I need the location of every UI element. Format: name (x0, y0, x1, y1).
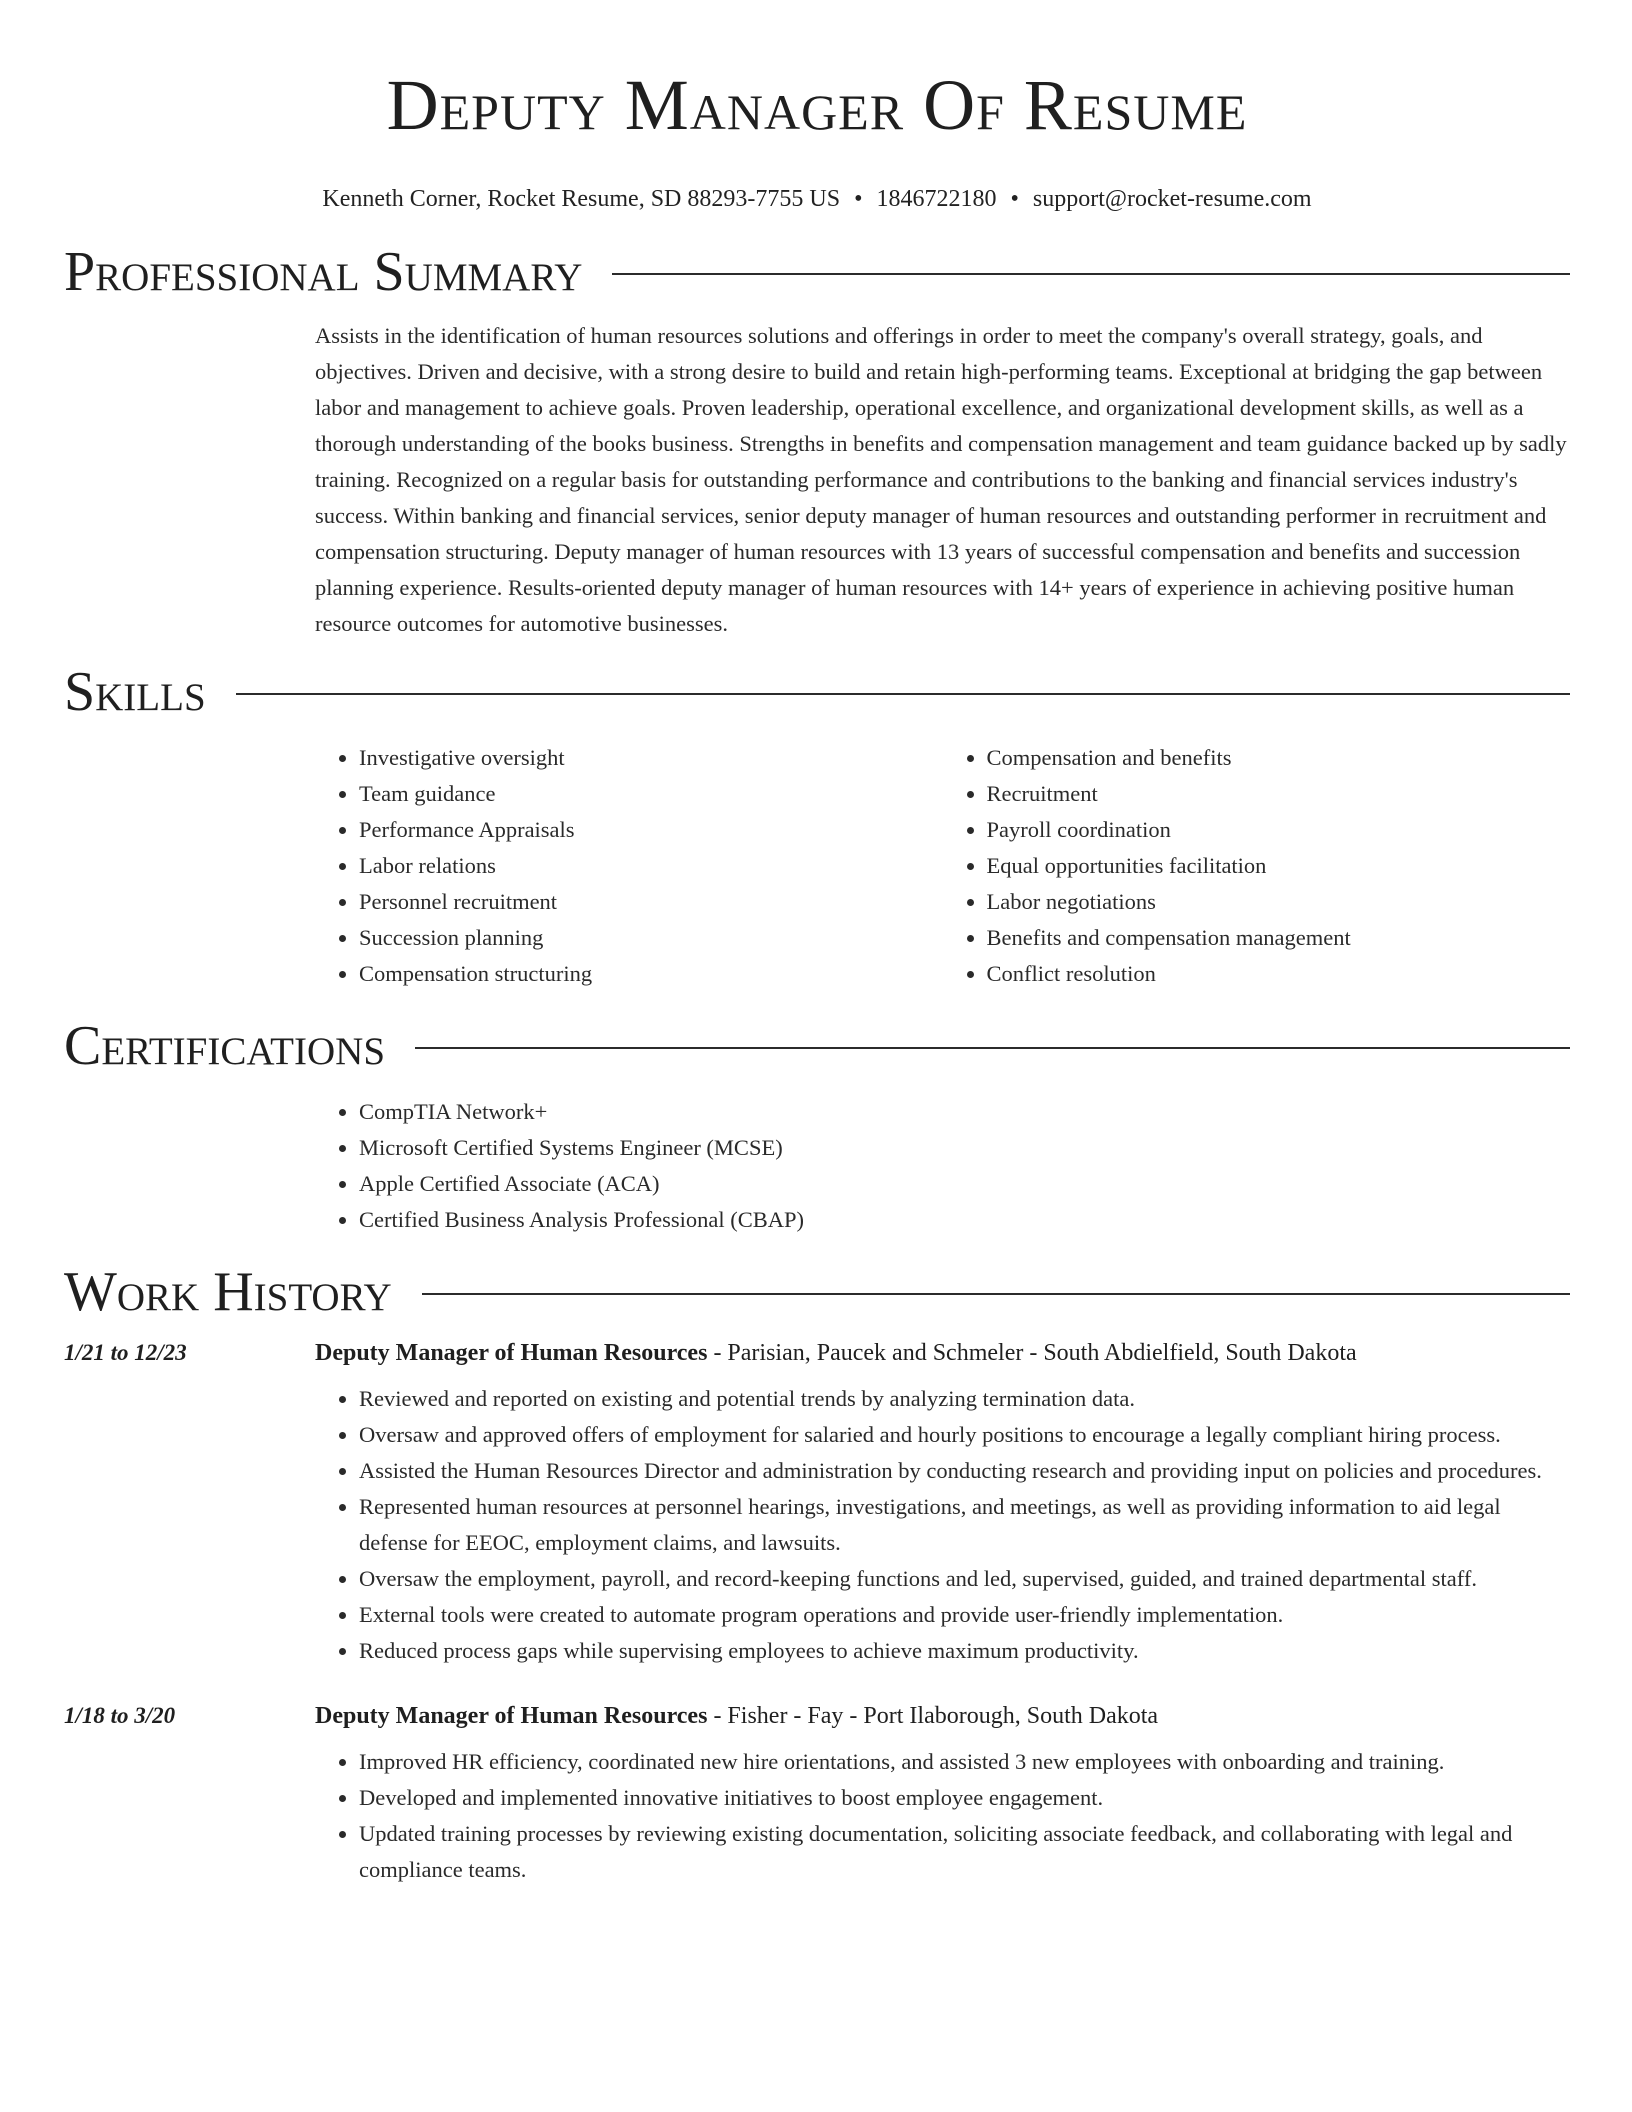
job-bullet: • Improved HR efficiency, coordinated new hire orientations, and assisted 3 new employees with onboarding and training. (359, 1744, 1570, 1780)
section-divider (422, 1293, 1570, 1295)
skill-item: • Performance Appraisals (359, 812, 943, 848)
job-header (64, 1703, 1570, 1730)
contact-line (64, 184, 1570, 214)
contact-email[interactable]: support@rocket-resume.com (1032, 186, 1312, 212)
skill-item: • Investigative oversight (359, 740, 943, 776)
contact-phone[interactable]: 1846722180 (876, 186, 997, 212)
certification-item: • Microsoft Certified Systems Engineer (MCSE) (359, 1130, 1570, 1166)
certifications-list (315, 1094, 1570, 1238)
job-header (64, 1340, 1570, 1367)
summary-section-header (64, 240, 1570, 304)
skills-list-left (315, 740, 943, 992)
certification-item: • CompTIA Network+ (359, 1094, 1570, 1130)
skill-item: • Payroll coordination (987, 812, 1571, 848)
skill-item: • Equal opportunities facilitation (987, 848, 1571, 884)
job-bullet: • Developed and implemented innovative initiatives to boost employee engagement. (359, 1780, 1570, 1816)
job-dates: 1/18 to 3/20 (64, 1703, 176, 1728)
resume-title: Deputy Manager Of Resume (386, 65, 1248, 145)
skill-item: • Compensation structuring (359, 956, 943, 992)
certification-item: • Certified Business Analysis Professional (CBAP) (359, 1202, 1570, 1238)
skill-item: • Benefits and compensation management (987, 920, 1571, 956)
summary-heading: Professional Summary (64, 241, 583, 303)
skills-grid (315, 740, 1570, 992)
job-entry (64, 1340, 1570, 1669)
skills-heading: Skills (64, 661, 206, 723)
contact-separator: • (1010, 186, 1019, 212)
job-entry (64, 1703, 1570, 1888)
job-bullet: • External tools were created to automate program operations and provide user-friendly implementation. (359, 1597, 1570, 1633)
certifications-block (315, 1094, 1570, 1238)
section-divider (415, 1047, 1570, 1049)
job-title: Deputy Manager of Human Resources (315, 1340, 708, 1366)
job-bullet: • Assisted the Human Resources Director and administration by conducting research and providing input on policies and procedures. (359, 1453, 1570, 1489)
certifications-heading: Certifications (64, 1015, 386, 1077)
section-divider (612, 273, 1570, 275)
contact-address: Kenneth Corner, Rocket Resume, SD 88293-7755 US (322, 186, 841, 212)
contact-separator: • (854, 186, 863, 212)
job-duties (315, 1744, 1570, 1888)
section-divider (236, 693, 1570, 695)
work-history-heading: Work History (64, 1261, 392, 1323)
skill-item: • Personnel recruitment (359, 884, 943, 920)
job-employer-location: - Parisian, Paucek and Schmeler - South Abdielfield, South Dakota (707, 1340, 1357, 1366)
work-history-section-header (64, 1260, 1570, 1324)
job-employer-location: - Fisher - Fay - Port Ilaborough, South Dakota (707, 1703, 1159, 1729)
certification-item: • Apple Certified Associate (ACA) (359, 1166, 1570, 1202)
skill-item: • Compensation and benefits (987, 740, 1571, 776)
certifications-section-header (64, 1014, 1570, 1078)
skill-item: • Succession planning (359, 920, 943, 956)
job-title-line (315, 1340, 1357, 1367)
summary-text: Assists in the identification of human resources solutions and offerings in order to meet the company's overall strategy, goals, and objectives. Driven and decisive, with a strong desire to build and retain high-performing teams. Exceptional at bridging the gap between labor and management to achieve goals. Proven leadership, operational excellence, and organizational development skills, as well as a thorough understanding of the books business. Strengths in benefits and compensation management and team guidance backed up by sadly training. Recognized on a regular basis for outstanding performance and contributions to the banking and financial services industry's success. Within banking and financial services, senior deputy manager of human resources and outstanding performer in recruitment and compensation structuring. Deputy manager of human resources with 13 years of successful compensation and benefits and succession planning experience. Results-oriented deputy manager of human resources with 14+ years of experience in achieving positive human resource outcomes for automotive businesses. (315, 323, 1567, 636)
skill-item: • Conflict resolution (987, 956, 1571, 992)
job-duties (315, 1381, 1570, 1669)
job-title: Deputy Manager of Human Resources (315, 1703, 708, 1729)
skill-item: • Labor relations (359, 848, 943, 884)
job-bullet-list (315, 1381, 1570, 1669)
job-bullet: • Updated training processes by reviewing existing documentation, soliciting associate feedback, and collaborating with legal and compliance teams. (359, 1816, 1570, 1888)
job-bullet: • Reduced process gaps while supervising employees to achieve maximum productivity. (359, 1633, 1570, 1669)
skills-section-header (64, 660, 1570, 724)
job-bullet: • Oversaw the employment, payroll, and record-keeping functions and led, supervised, guided, and trained departmental staff. (359, 1561, 1570, 1597)
skill-item: • Recruitment (987, 776, 1571, 812)
job-bullet: • Oversaw and approved offers of employment for salaried and hourly positions to encourage a legally compliant hiring process. (359, 1417, 1570, 1453)
skill-item: • Labor negotiations (987, 884, 1571, 920)
skills-list-right (943, 740, 1571, 992)
skill-item: • Team guidance (359, 776, 943, 812)
job-dates: 1/21 to 12/23 (64, 1340, 187, 1365)
job-title-line (315, 1703, 1158, 1730)
job-bullet: • Represented human resources at personnel hearings, investigations, and meetings, as well as providing information to aid legal defense for EEOC, employment claims, and lawsuits. (359, 1489, 1570, 1561)
job-bullet-list (315, 1744, 1570, 1888)
job-bullet: • Reviewed and reported on existing and potential trends by analyzing termination data. (359, 1381, 1570, 1417)
